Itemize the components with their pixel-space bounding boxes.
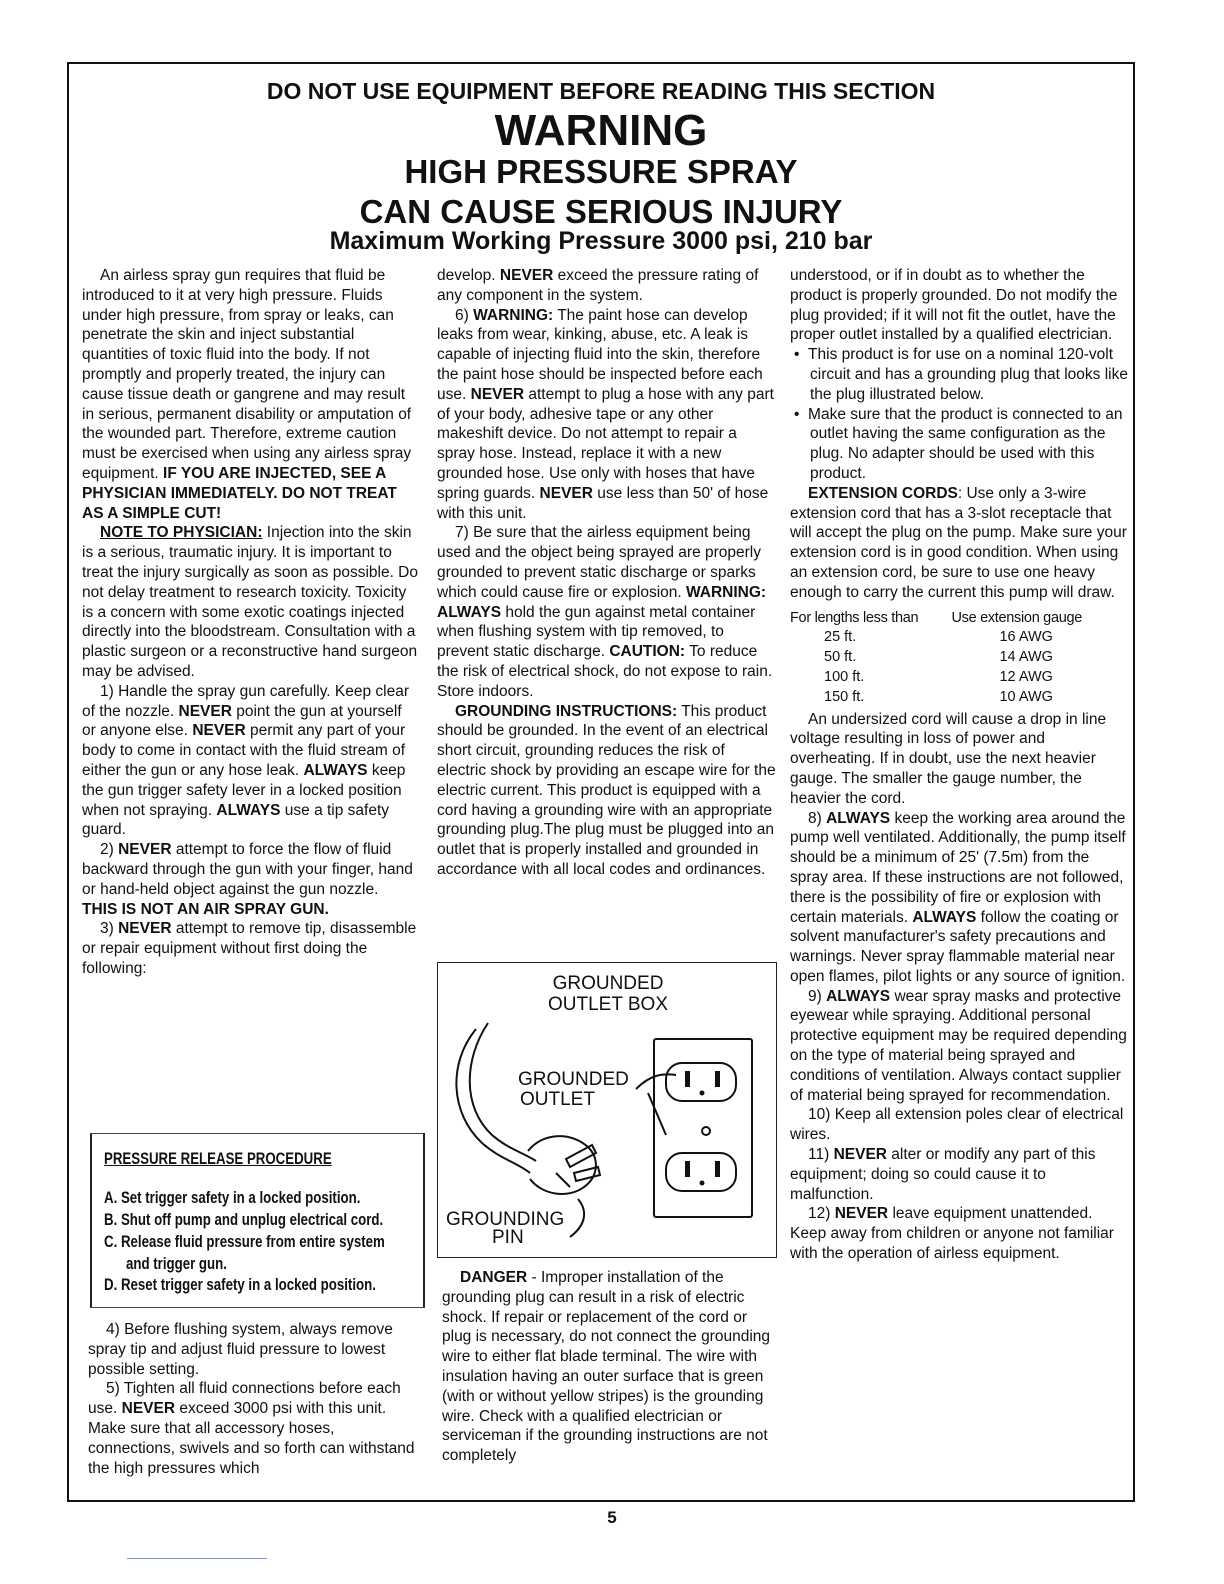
item-8: 8) ALWAYS keep the working area around the pump well ventilated. Additionally, the pump itself should be a minimum of 25' (7.5m) from the spray area. If these instructions are not followed, there is the possibility of fire or explosion with certain materials. ALWAYS follow the coating or solvent manufacturer's safety precautions and warnings. Never spray flammable material near open flames, pilot lights or any source of ignition. bbox=[790, 809, 1126, 985]
footer-line bbox=[127, 1558, 267, 1559]
item-12: 12) NEVER leave equipment unattended. Keep away from children or anyone not familiar with the operation of airless equipment. bbox=[790, 1205, 1114, 1263]
table-cell: 50 ft. bbox=[824, 649, 857, 666]
max-pressure-line: Maximum Working Pressure 3000 psi, 210 bar bbox=[329, 227, 873, 255]
page-number: 5 bbox=[607, 1508, 617, 1527]
item-7: 7) Be sure that the airless equipment being used and the object being sprayed are properly grounded to prevent static discharge or sparks which could cause fire or explosion. WARNING: ALWAYS hold the gun against metal container when flushing system with tip removed, to prevent static discharge. CAUTION: To reduce the risk of electrical shock, do not expose to rain. Store indoors. bbox=[437, 524, 773, 700]
table-cell: 25 ft. bbox=[824, 629, 857, 646]
item-3: 3) NEVER attempt to remove tip, disassemble or repair equipment without first doing the following: bbox=[82, 920, 417, 977]
column-1 bbox=[82, 266, 418, 979]
note-to-physician: NOTE TO PHYSICIAN: Injection into the skin is a serious, traumatic injury. It is important to treat the injury surgically as soon as possible. Do not delay treatment to research toxicity. Toxicity is a concern with some exotic coatings injected directly into the bloodstream. Consultation with a plastic surgeon or a reconstructive hand surgeon may be advised. bbox=[82, 524, 418, 680]
intro-paragraph: An airless spray gun requires that fluid be introduced to it at very high pressure. Fluids under high pressure, from spray or leaks, can penetrate the skin and inject substantial quantities of toxic fluid into the body. If not promptly and properly treated, the injury can cause tissue death or gangrene and may result in serious, permanent disability or amputation of the wounded part. Therefore, extreme caution must be exercised when using any airless spray equipment. IF YOU ARE INJECTED, SEE A PHYSICIAN IMMEDIATELY. DO NOT TREAT AS A SIMPLE CUT! bbox=[82, 267, 412, 522]
center-screw-icon bbox=[702, 1127, 710, 1135]
column-3 bbox=[790, 266, 1128, 1264]
procedure-step-c: C. Release fluid pressure from entire system bbox=[104, 1232, 385, 1251]
header-line-3: HIGH PRESSURE SPRAY bbox=[404, 153, 798, 190]
pin-label-2: PIN bbox=[492, 1227, 524, 1248]
table-header-length: For lengths less than bbox=[790, 609, 919, 626]
item-11: 11) NEVER alter or modify any part of this equipment; doing so could cause it to malfunction. bbox=[790, 1146, 1096, 1203]
table-header-gauge: Use extension gauge bbox=[951, 609, 1083, 626]
table-cell: 150 ft. bbox=[824, 688, 865, 705]
header-line-1: DO NOT USE EQUIPMENT BEFORE READING THIS SECTION bbox=[266, 78, 936, 104]
table-cell: 16 AWG bbox=[999, 629, 1053, 646]
item-2: 2) NEVER attempt to force the flow of fluid backward through the gun with your finger, hand or hand-held object against the gun nozzle. THIS IS NOT AN AIR SPRAY GUN. bbox=[82, 841, 413, 918]
pin-label-1: GROUNDING bbox=[446, 1209, 565, 1230]
item-4: 4) Before flushing system, always remove spray tip and adjust fluid pressure to lowest possible setting. bbox=[88, 1321, 393, 1378]
item-6: 6) WARNING: The paint hose can develop leaks from wear, kinking, abuse, etc. A leak is capable of injecting fluid into the skin, therefore the paint hose should be inspected before each use. NEVER attempt to plug a hose with any part of your body, adhesive tape or any other makeshift device. Do not attempt to repair a spray hose. Instead, replace it with a new grounded hose. Use only with hoses that have spring guards. NEVER use less than 50' of hose with this unit. bbox=[437, 306, 774, 522]
item-1: 1) Handle the spray gun carefully. Keep clear of the nozzle. NEVER point the gun at yourself or anyone else. NEVER permit any part of your body to come in contact with the fluid stream of either the gun or any hose leak. ALWAYS keep the gun trigger safety lever in a locked position when not spraying. ALWAYS use a tip safety guard. bbox=[82, 682, 410, 839]
item-5-cont: develop. NEVER exceed the pressure rating of any component in the system. bbox=[437, 267, 759, 304]
procedure-step-b: B. Shut off pump and unplug electrical cord. bbox=[104, 1210, 384, 1229]
procedure-step-a: A. Set trigger safety in a locked position. bbox=[104, 1188, 361, 1207]
item-5: 5) Tighten all fluid connections before each use. NEVER exceed 3000 psi with this unit. Make sure that all accessory hoses, connections, swivels and so forth can withstand the high pressures which bbox=[88, 1380, 415, 1477]
grounded-outlet-diagram bbox=[437, 962, 777, 1258]
item-9: 9) ALWAYS wear spray masks and protective eyewear while spraying. Additional personal protective equipment may be required depending on the type of material being sprayed and conditions of ventilation. Always contact supplier of material being sprayed for recommendation. bbox=[790, 987, 1127, 1104]
item-10: 10) Keep all extension poles clear of electrical wires. bbox=[790, 1106, 1124, 1144]
column-2 bbox=[437, 266, 777, 880]
header-line-4: CAN CAUSE SERIOUS INJURY bbox=[359, 193, 843, 230]
pressure-release-procedure-box bbox=[90, 1133, 425, 1308]
table-cell: 14 AWG bbox=[999, 649, 1053, 666]
lower-receptacle bbox=[666, 1153, 736, 1191]
extension-cords: EXTENSION CORDS: Use only a 3-wire extension cord that has a 3-slot receptacle that will accept the plug on the pump. Make sure your extension cord is in good condition. When using an extension cord, be sure to use one heavy enough to carry the current this pump will draw. bbox=[790, 484, 1127, 601]
procedure-step-c-cont: and trigger gun. bbox=[126, 1254, 227, 1273]
bullet-1: • This product is for use on a nominal 120-volt circuit and has a grounding plug that looks like the plug illustrated below. bbox=[794, 346, 1128, 403]
plug-body bbox=[528, 1136, 596, 1194]
bullet-2: • Make sure that the product is connected to an outlet having the same configuration as the plug. No adapter should be used with this product. bbox=[794, 405, 1123, 482]
undersized-cord-paragraph: An undersized cord will cause a drop in line voltage resulting in loss of power and overheating. If in doubt, use the next heavier gauge. The smaller the gauge number, the heavier the cord. bbox=[790, 710, 1107, 807]
outlet-plug-illustration bbox=[438, 963, 775, 1256]
grounding-cont: understood, or if in doubt as to whether the product is properly grounded. Do not modify the plug provided; if it will not fit the outlet, have the proper outlet installed by a qualified electrician. bbox=[790, 267, 1118, 344]
procedure-title: PRESSURE RELEASE PROCEDURE bbox=[104, 1149, 332, 1168]
column-2-lower bbox=[442, 1268, 776, 1466]
danger-paragraph: DANGER - Improper installation of the grounding plug can result in a risk of electric shock. If repair or replacement of the cord or plug is necessary, do not connect the grounding wire to either flat blade terminal. The wire with insulation having an outer surface that is green (with or without yellow stripes) is the grounding wire. Check with a qualified electrician or serviceman if the grounding instructions are not completely bbox=[442, 1269, 771, 1465]
box-label-1: GROUNDED bbox=[552, 973, 664, 994]
column-1-lower bbox=[88, 1320, 423, 1478]
upper-receptacle bbox=[666, 1063, 736, 1101]
outlet-label-2: OUTLET bbox=[520, 1089, 595, 1110]
warning-title: WARNING bbox=[494, 106, 708, 155]
grounding-instructions: GROUNDING INSTRUCTIONS: This product should be grounded. In the event of an electrical short circuit, grounding reduces the risk of electric shock by providing an escape wire for the electric current. This product is equipped with a cord having a grounding wire with an appropriate grounding plug.The plug must be plugged into an outlet that is properly installed and grounded in accordance with all local codes and ordinances. bbox=[437, 702, 776, 878]
outlet-label-1: GROUNDED bbox=[518, 1069, 629, 1090]
table-cell: 10 AWG bbox=[999, 688, 1053, 705]
extension-gauge-table bbox=[790, 609, 1128, 708]
box-label-2: OUTLET BOX bbox=[547, 994, 668, 1015]
table-cell: 100 ft. bbox=[824, 668, 865, 685]
table-cell: 12 AWG bbox=[999, 668, 1053, 685]
procedure-step-d: D. Reset trigger safety in a locked position. bbox=[104, 1275, 376, 1294]
